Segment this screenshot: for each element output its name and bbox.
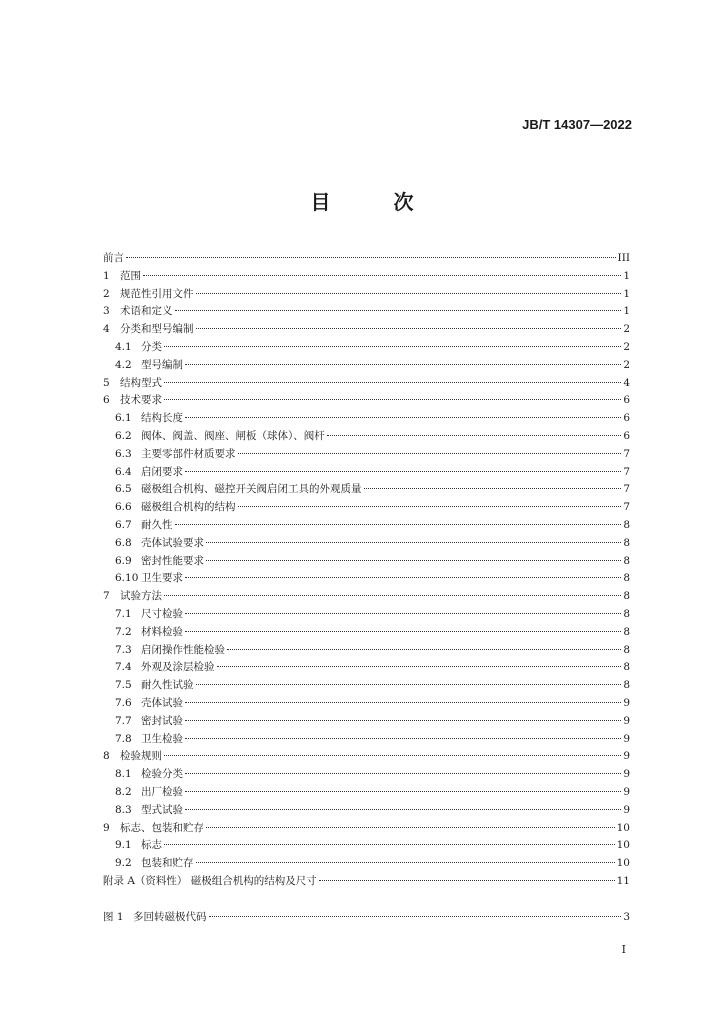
toc-entry-number: 7 — [103, 590, 110, 603]
toc-entry-title: 尺寸检验 — [141, 607, 183, 620]
dot-leader — [206, 827, 615, 828]
page-number: I — [621, 943, 626, 956]
toc-entry-page: 1 — [623, 269, 630, 282]
toc-entry-page: 6 — [623, 429, 630, 442]
toc-entry[interactable] — [103, 339, 630, 357]
toc-entry-page: 7 — [623, 447, 630, 460]
dot-leader — [227, 649, 621, 650]
toc-entry-title: 检验分类 — [141, 768, 183, 781]
toc-entry-title: 结构型式 — [120, 376, 162, 389]
toc-entry-number: 6.4 — [115, 465, 132, 478]
toc-entry[interactable] — [103, 250, 630, 268]
dot-leader — [185, 613, 621, 614]
toc-entry[interactable] — [103, 873, 630, 891]
toc-entry-number: 7.6 — [115, 696, 132, 709]
toc-entry[interactable] — [103, 802, 630, 820]
toc-entry[interactable] — [103, 784, 630, 802]
toc-entry-page: 8 — [623, 590, 630, 603]
toc-entry-title: 耐久性试验 — [141, 679, 194, 692]
toc-entry-page: 8 — [623, 554, 630, 567]
toc-entry-page: 9 — [623, 714, 630, 727]
dot-leader — [238, 506, 622, 507]
toc-entry-page: 8 — [623, 536, 630, 549]
toc-entry-title: 阀体、阀盖、阀座、闸板（球体）、阀杆 — [141, 429, 325, 442]
toc-entry-number: 2 — [103, 287, 110, 300]
toc-entry-number: 7.2 — [115, 625, 132, 638]
toc-entry-page: 10 — [616, 857, 630, 870]
toc-entry-page: 2 — [623, 323, 630, 336]
toc-entry-number: 5 — [103, 376, 110, 389]
dot-leader — [327, 435, 622, 436]
dot-leader — [196, 328, 622, 329]
toc-entry-number: 8 — [103, 750, 110, 763]
toc-entry-number: 9.1 — [115, 839, 132, 852]
dot-leader — [364, 488, 622, 489]
toc-entry-page: 1 — [623, 305, 630, 318]
dot-leader — [185, 809, 621, 810]
toc-entry-title: 型号编制 — [141, 358, 183, 371]
figure-entry-page: 3 — [623, 911, 630, 923]
toc-entry-title: 密封性能要求 — [141, 554, 204, 567]
toc-entry-number: 6.5 — [115, 483, 132, 496]
toc-entry[interactable] — [103, 606, 630, 624]
toc-entry-number: 7.3 — [115, 643, 132, 656]
toc-entry-number: 6.1 — [115, 412, 132, 425]
toc-entry-page: 4 — [623, 376, 630, 389]
dot-leader — [164, 595, 621, 596]
dot-leader — [185, 773, 621, 774]
toc-entry-page: 9 — [623, 750, 630, 763]
toc-entry-page: 8 — [623, 679, 630, 692]
dot-leader — [206, 560, 621, 561]
toc-entry[interactable] — [103, 303, 630, 321]
toc-entry-number: 8.2 — [115, 785, 132, 798]
dot-leader — [319, 880, 615, 881]
toc-entry-page: 2 — [623, 358, 630, 371]
toc-entry-page: 8 — [623, 661, 630, 674]
dot-leader — [185, 720, 621, 721]
figure-list — [103, 909, 630, 927]
toc-entry-page: 9 — [623, 768, 630, 781]
toc-entry-number: 3 — [103, 305, 110, 318]
toc-entry-title: 技术要求 — [120, 394, 162, 407]
toc-entry-title: 外观及涂层检验 — [141, 661, 215, 674]
toc-entry-title: 结构长度 — [141, 412, 183, 425]
toc-entry[interactable] — [103, 517, 630, 535]
toc-entry-number: 4.1 — [115, 340, 132, 353]
toc-entry-title: 耐久性 — [141, 518, 173, 531]
toc-entry-title: 主要零部件材质要求 — [141, 447, 236, 460]
dot-leader — [164, 844, 615, 845]
toc-entry[interactable] — [103, 713, 630, 731]
toc-entry[interactable] — [103, 268, 630, 286]
toc-entry-title: 范围 — [120, 269, 141, 282]
toc-entry-page: 10 — [616, 839, 630, 852]
toc-entry[interactable] — [103, 446, 630, 464]
toc-entry-title: 前言 — [103, 252, 124, 264]
toc-entry-title: 型式试验 — [141, 803, 183, 816]
toc-entry-number: 6.2 — [115, 429, 132, 442]
toc-entry-number: 7.7 — [115, 714, 132, 727]
toc-entry-title: 密封试验 — [141, 714, 183, 727]
toc-entry-page: 10 — [616, 821, 630, 834]
dot-leader — [196, 684, 622, 685]
toc-entry[interactable] — [103, 553, 630, 571]
dot-leader — [175, 310, 622, 311]
dot-leader — [217, 666, 622, 667]
toc-entry-number: 6.10 — [115, 572, 139, 585]
toc-entry-page: 8 — [623, 572, 630, 585]
figure-entry[interactable] — [103, 909, 630, 927]
dot-leader — [175, 524, 622, 525]
toc-entry[interactable] — [103, 499, 630, 517]
toc-entry-page: 11 — [616, 874, 630, 887]
dot-leader — [164, 399, 621, 400]
toc-entry[interactable] — [103, 695, 630, 713]
dot-leader — [185, 738, 621, 739]
toc-entry-page: 6 — [623, 412, 630, 425]
toc-entry-title: 磁极组合机构的结构 — [141, 501, 236, 514]
figure-entry-title: 多回转磁极代码 — [133, 911, 207, 923]
toc-entry-title: 附录 A（资料性） 磁极组合机构的结构及尺寸 — [103, 874, 317, 887]
dot-leader — [185, 364, 621, 365]
toc-entry[interactable] — [103, 748, 630, 766]
toc-entry-number: 7.5 — [115, 679, 132, 692]
toc-entry[interactable] — [103, 286, 630, 304]
toc-entry-number: 9 — [103, 821, 110, 834]
toc-entry-number: 6 — [103, 394, 110, 407]
document-code: JB/T 14307—2022 — [522, 117, 632, 132]
toc-entry[interactable] — [103, 731, 630, 749]
toc-entry[interactable] — [103, 624, 630, 642]
toc-entry-page: 6 — [623, 394, 630, 407]
toc-entry-number: 6.9 — [115, 554, 132, 567]
dot-leader — [185, 577, 621, 578]
toc-entry-page: 9 — [623, 696, 630, 709]
toc-entry-page: 8 — [623, 643, 630, 656]
toc-entry[interactable] — [103, 588, 630, 606]
toc-entry-title: 出厂检验 — [141, 785, 183, 798]
toc-entry-number: 8.3 — [115, 803, 132, 816]
toc-entry-number: 1 — [103, 269, 110, 282]
toc-entry-title: 磁极组合机构、磁控开关阀启闭工具的外观质量 — [141, 483, 362, 496]
toc-entry[interactable] — [103, 357, 630, 375]
toc-entry-title: 分类 — [141, 340, 162, 353]
toc-entry-number: 7.4 — [115, 661, 132, 674]
dot-leader — [185, 631, 621, 632]
toc-entry-page: 1 — [623, 287, 630, 300]
toc-entry-number: 8.1 — [115, 768, 132, 781]
dot-leader — [185, 702, 621, 703]
dot-leader — [143, 275, 621, 276]
toc-entry[interactable] — [103, 535, 630, 553]
toc-entry[interactable] — [103, 659, 630, 677]
toc-entry[interactable] — [103, 375, 630, 393]
toc-entry-page: 8 — [623, 607, 630, 620]
toc-entry[interactable] — [103, 464, 630, 482]
toc-entry[interactable] — [103, 837, 630, 855]
toc-entry[interactable] — [103, 570, 630, 588]
toc-entry-title: 规范性引用文件 — [120, 287, 194, 300]
toc-entry[interactable] — [103, 820, 630, 838]
toc-entry[interactable] — [103, 321, 630, 339]
toc-entry-title: 试验方法 — [120, 590, 162, 603]
toc-entry-page: 8 — [623, 518, 630, 531]
toc-entry-page: 2 — [623, 340, 630, 353]
toc-entry-page: III — [617, 252, 630, 264]
toc-entry[interactable] — [103, 410, 630, 428]
table-of-contents — [103, 250, 630, 891]
toc-entry-title: 卫生要求 — [141, 572, 183, 585]
toc-entry-title: 包装和贮存 — [141, 857, 194, 870]
toc-heading: 目 次 — [310, 190, 442, 214]
toc-entry-title: 壳体试验要求 — [141, 536, 204, 549]
toc-entry-title: 启闭操作性能检验 — [141, 643, 225, 656]
dot-leader — [196, 862, 615, 863]
toc-entry[interactable] — [103, 766, 630, 784]
dot-leader — [238, 453, 622, 454]
toc-entry-title: 分类和型号编制 — [120, 323, 194, 336]
toc-entry-title: 材料检验 — [141, 625, 183, 638]
dot-leader — [164, 755, 621, 756]
toc-entry-number: 7.8 — [115, 732, 132, 745]
toc-entry-title: 壳体试验 — [141, 696, 183, 709]
toc-entry-number: 6.6 — [115, 501, 132, 514]
toc-entry-page: 9 — [623, 785, 630, 798]
toc-entry[interactable] — [103, 392, 630, 410]
toc-entry-title: 标志 — [141, 839, 162, 852]
toc-entry-number: 6.7 — [115, 518, 132, 531]
toc-entry-number: 6.8 — [115, 536, 132, 549]
toc-entry-number: 6.3 — [115, 447, 132, 460]
toc-entry-number: 4 — [103, 323, 110, 336]
dot-leader — [185, 471, 621, 472]
toc-entry[interactable] — [103, 428, 630, 446]
toc-entry-page: 9 — [623, 803, 630, 816]
toc-entry-title: 启闭要求 — [141, 465, 183, 478]
toc-entry-page: 7 — [623, 483, 630, 496]
dot-leader — [185, 791, 621, 792]
toc-entry-page: 7 — [623, 465, 630, 478]
dot-leader — [196, 293, 622, 294]
toc-entry[interactable] — [103, 481, 630, 499]
toc-entry-number: 4.2 — [115, 358, 132, 371]
toc-entry-title: 术语和定义 — [120, 305, 173, 318]
dot-leader — [164, 346, 621, 347]
toc-entry[interactable] — [103, 677, 630, 695]
dot-leader — [126, 257, 616, 258]
dot-leader — [206, 542, 621, 543]
toc-entry-page: 9 — [623, 732, 630, 745]
toc-entry-page: 7 — [623, 501, 630, 514]
dot-leader — [209, 916, 622, 917]
toc-entry-title: 卫生检验 — [141, 732, 183, 745]
toc-entry-title: 标志、包装和贮存 — [120, 821, 204, 834]
toc-entry-number: 9.2 — [115, 857, 132, 870]
dot-leader — [164, 382, 621, 383]
toc-entry[interactable] — [103, 855, 630, 873]
toc-entry-page: 8 — [623, 625, 630, 638]
figure-entry-number: 图 1 — [103, 911, 124, 923]
dot-leader — [185, 417, 621, 418]
toc-entry-title: 检验规则 — [120, 750, 162, 763]
toc-entry-number: 7.1 — [115, 607, 132, 620]
toc-entry[interactable] — [103, 642, 630, 660]
